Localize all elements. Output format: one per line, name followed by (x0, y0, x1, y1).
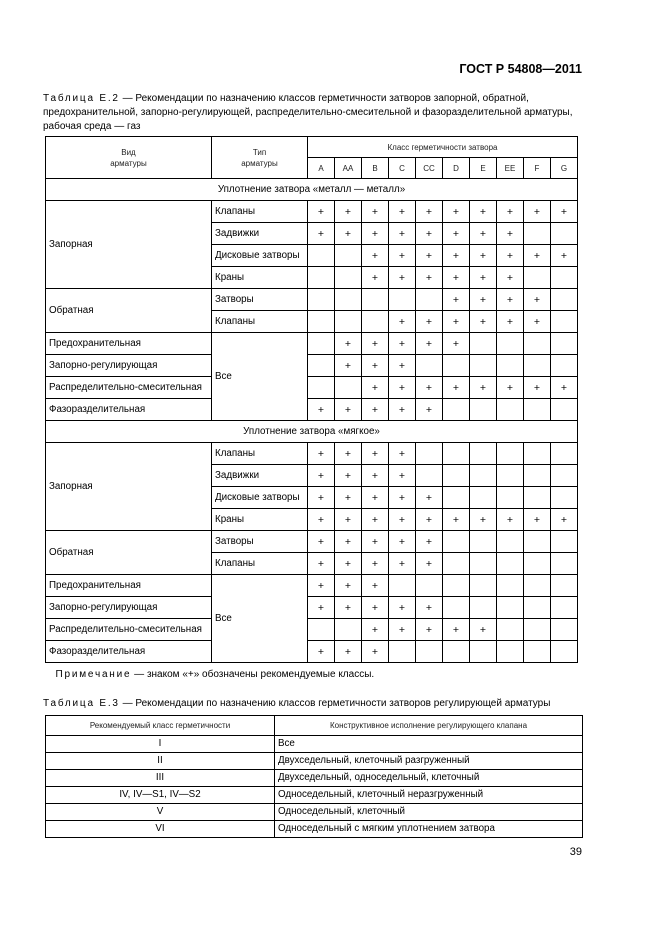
e3-header-class: Рекомендуемый класс герметичности (46, 716, 275, 736)
e2-mark-cell: + (443, 245, 470, 267)
e2-class-label: E (470, 158, 497, 179)
e2-mark-cell: + (443, 619, 470, 641)
e2-header-kind: Вид арматуры (46, 137, 212, 179)
e2-mark-cell (470, 531, 497, 553)
e2-mark-cell: + (362, 531, 389, 553)
e2-mark-cell: + (416, 267, 443, 289)
e2-mark-cell (497, 333, 524, 355)
e2-mark-cell (497, 355, 524, 377)
e2-mark-cell: + (335, 223, 362, 245)
e2-mark-cell: + (362, 597, 389, 619)
e2-mark-cell: + (389, 509, 416, 531)
e2-mark-cell: + (389, 531, 416, 553)
e3-design-cell: Все (275, 736, 583, 753)
e2-mark-cell (443, 399, 470, 421)
e2-mark-cell (389, 641, 416, 663)
e2-mark-cell (362, 289, 389, 311)
e2-mark-cell: + (443, 509, 470, 531)
e2-mark-cell (524, 267, 551, 289)
e2-mark-cell: + (416, 553, 443, 575)
e3-data-row (46, 736, 583, 753)
e2-note-row (46, 663, 578, 688)
e2-mark-cell (551, 619, 578, 641)
e3-class-cell: IV, IV—S1, IV—S2 (46, 787, 275, 804)
e2-mark-cell (470, 355, 497, 377)
e2-mark-cell: + (389, 245, 416, 267)
e2-mark-cell: + (308, 201, 335, 223)
e3-class-cell: VI (46, 821, 275, 838)
e2-type-cell: Клапаны (212, 201, 308, 223)
e2-mark-cell (497, 641, 524, 663)
e2-mark-cell: + (389, 377, 416, 399)
e2-kind-cell: Распределительно-смесительная (46, 619, 212, 641)
e2-kind-cell: Запорно-регулирующая (46, 355, 212, 377)
e2-data-row (46, 641, 578, 663)
e2-type-cell: Клапаны (212, 553, 308, 575)
e2-type-cell: Дисковые затворы (212, 487, 308, 509)
e2-mark-cell: + (389, 487, 416, 509)
e3-class-cell: III (46, 770, 275, 787)
e2-type-cell: Дисковые затворы (212, 245, 308, 267)
e2-kind-cell: Запорная (46, 443, 212, 531)
e2-class-label: EE (497, 158, 524, 179)
e3-class-cell: II (46, 753, 275, 770)
e2-type-cell: Все (212, 333, 308, 421)
e2-mark-cell (524, 399, 551, 421)
e2-mark-cell: + (362, 575, 389, 597)
e2-mark-cell: + (416, 311, 443, 333)
e2-mark-cell (524, 355, 551, 377)
e2-class-label: C (389, 158, 416, 179)
e2-mark-cell: + (389, 311, 416, 333)
e2-mark-cell (470, 487, 497, 509)
e2-mark-cell (497, 443, 524, 465)
caption-e2-lead: Таблица Е.2 (43, 93, 120, 104)
e2-mark-cell: + (362, 201, 389, 223)
e3-data-row (46, 753, 583, 770)
e2-mark-cell (551, 465, 578, 487)
e3-data-row (46, 821, 583, 838)
e3-design-cell: Двухседельный, клеточный разгруженный (275, 753, 583, 770)
e2-data-row (46, 443, 578, 465)
e2-mark-cell (443, 597, 470, 619)
e2-kind-cell: Фазоразделительная (46, 641, 212, 663)
e2-mark-cell (551, 553, 578, 575)
e2-mark-cell (416, 465, 443, 487)
e3-header-design: Конструктивное исполнение регулирующего клапана (275, 716, 583, 736)
e3-design-cell: Односедельный, клеточный (275, 804, 583, 821)
e2-mark-cell (470, 641, 497, 663)
e3-design-cell: Двухседельный, односедельный, клеточный (275, 770, 583, 787)
e2-mark-cell (470, 597, 497, 619)
e2-kind-cell: Предохранительная (46, 333, 212, 355)
e2-kind-cell: Запорная (46, 201, 212, 289)
e2-mark-cell: + (389, 553, 416, 575)
e2-mark-cell: + (362, 333, 389, 355)
e2-mark-cell: + (443, 333, 470, 355)
e2-mark-cell: + (335, 575, 362, 597)
e2-type-cell: Клапаны (212, 443, 308, 465)
e2-mark-cell: + (362, 267, 389, 289)
e2-mark-cell (524, 641, 551, 663)
e2-type-cell: Задвижки (212, 465, 308, 487)
e2-type-cell: Краны (212, 267, 308, 289)
e2-mark-cell (308, 619, 335, 641)
e2-mark-cell: + (497, 509, 524, 531)
document-header: ГОСТ Р 54808—2011 (459, 62, 582, 76)
e2-mark-cell: + (389, 201, 416, 223)
caption-e3-lead: Таблица Е.3 (43, 698, 120, 709)
e2-mark-cell: + (335, 399, 362, 421)
e2-mark-cell: + (335, 531, 362, 553)
e2-note-lead: Примечание (55, 669, 132, 680)
e2-mark-cell: + (470, 619, 497, 641)
e2-mark-cell: + (335, 553, 362, 575)
e2-mark-cell: + (362, 355, 389, 377)
e2-mark-cell (335, 311, 362, 333)
e2-mark-cell (362, 311, 389, 333)
e3-design-cell: Односедельный с мягким уплотнением затвора (275, 821, 583, 838)
e2-class-label: AA (335, 158, 362, 179)
e2-mark-cell (470, 575, 497, 597)
e2-kind-cell: Фазоразделительная (46, 399, 212, 421)
e3-data-row (46, 770, 583, 787)
e2-mark-cell (497, 487, 524, 509)
e2-mark-cell (551, 267, 578, 289)
e2-mark-cell (497, 619, 524, 641)
e2-mark-cell: + (362, 509, 389, 531)
e2-mark-cell (470, 443, 497, 465)
e2-mark-cell: + (497, 245, 524, 267)
e2-data-row (46, 289, 578, 311)
e2-data-row (46, 377, 578, 399)
e2-data-row (46, 333, 578, 355)
e2-mark-cell: + (443, 289, 470, 311)
e2-data-row (46, 399, 578, 421)
e2-mark-cell: + (416, 531, 443, 553)
e2-header-row (46, 137, 578, 158)
e2-mark-cell (551, 597, 578, 619)
e2-mark-cell: + (335, 201, 362, 223)
e2-mark-cell (470, 553, 497, 575)
e2-mark-cell (443, 575, 470, 597)
e2-mark-cell: + (389, 399, 416, 421)
e3-design-cell: Односедельный, клеточный неразгруженный (275, 787, 583, 804)
e2-mark-cell (308, 333, 335, 355)
e2-mark-cell (470, 465, 497, 487)
e2-mark-cell (443, 443, 470, 465)
e3-data-row (46, 804, 583, 821)
e2-mark-cell (443, 487, 470, 509)
e2-mark-cell (416, 641, 443, 663)
e2-mark-cell: + (497, 267, 524, 289)
e2-mark-cell (335, 619, 362, 641)
e2-mark-cell (524, 465, 551, 487)
e2-class-label: F (524, 158, 551, 179)
e2-mark-cell (497, 531, 524, 553)
e2-mark-cell: + (335, 355, 362, 377)
e2-mark-cell: + (308, 553, 335, 575)
e2-data-row (46, 355, 578, 377)
e2-mark-cell: + (416, 619, 443, 641)
e2-mark-cell (308, 377, 335, 399)
e2-mark-cell: + (470, 245, 497, 267)
e2-mark-cell: + (362, 641, 389, 663)
e2-mark-cell: + (362, 443, 389, 465)
e2-mark-cell (551, 289, 578, 311)
e2-mark-cell: + (362, 223, 389, 245)
e2-mark-cell: + (362, 619, 389, 641)
e2-mark-cell: + (389, 355, 416, 377)
e2-type-cell: Все (212, 575, 308, 663)
e2-data-row (46, 597, 578, 619)
e2-mark-cell: + (524, 201, 551, 223)
e2-mark-cell: + (335, 443, 362, 465)
e3-data-row (46, 787, 583, 804)
e2-mark-cell: + (389, 619, 416, 641)
e2-mark-cell: + (389, 223, 416, 245)
e2-mark-cell: + (497, 311, 524, 333)
e2-mark-cell: + (443, 377, 470, 399)
caption-table-e2 (43, 92, 588, 134)
e2-mark-cell: + (443, 223, 470, 245)
e2-mark-cell: + (389, 597, 416, 619)
e2-mark-cell (497, 399, 524, 421)
table-e3 (45, 715, 583, 838)
e2-section-title: Уплотнение затвора «мягкое» (46, 421, 578, 443)
e2-mark-cell (524, 333, 551, 355)
e2-mark-cell: + (470, 311, 497, 333)
e2-mark-cell: + (524, 509, 551, 531)
e3-header-row (46, 716, 583, 736)
e2-mark-cell: + (416, 509, 443, 531)
e2-mark-cell (389, 575, 416, 597)
e2-data-row (46, 531, 578, 553)
e2-mark-cell (524, 619, 551, 641)
e2-mark-cell: + (389, 443, 416, 465)
e2-mark-cell (524, 487, 551, 509)
e2-mark-cell (416, 443, 443, 465)
e2-mark-cell (443, 553, 470, 575)
e2-mark-cell: + (416, 487, 443, 509)
e2-kind-cell: Обратная (46, 531, 212, 575)
e2-data-row (46, 619, 578, 641)
e2-mark-cell: + (470, 201, 497, 223)
e2-mark-cell: + (335, 333, 362, 355)
e2-class-label: B (362, 158, 389, 179)
e2-mark-cell (308, 245, 335, 267)
e2-mark-cell: + (389, 267, 416, 289)
e2-mark-cell (416, 575, 443, 597)
e2-mark-cell (551, 399, 578, 421)
e2-mark-cell (524, 443, 551, 465)
e2-mark-cell: + (308, 641, 335, 663)
e2-mark-cell: + (308, 509, 335, 531)
e2-mark-cell: + (470, 223, 497, 245)
e2-mark-cell (470, 333, 497, 355)
e2-mark-cell: + (443, 311, 470, 333)
e2-mark-cell: + (308, 575, 335, 597)
e2-mark-cell (335, 245, 362, 267)
e2-mark-cell (497, 597, 524, 619)
e2-class-label: CC (416, 158, 443, 179)
e2-mark-cell (335, 267, 362, 289)
e2-mark-cell (443, 531, 470, 553)
e2-kind-cell: Обратная (46, 289, 212, 333)
caption-table-e3 (43, 697, 588, 711)
e2-mark-cell: + (497, 201, 524, 223)
e2-mark-cell: + (335, 597, 362, 619)
e2-mark-cell: + (551, 201, 578, 223)
e2-mark-cell (551, 641, 578, 663)
e2-kind-cell: Предохранительная (46, 575, 212, 597)
e2-mark-cell: + (308, 597, 335, 619)
e2-header-type: Тип арматуры (212, 137, 308, 179)
e2-mark-cell (308, 289, 335, 311)
e2-mark-cell: + (389, 333, 416, 355)
e2-mark-cell (551, 311, 578, 333)
e2-mark-cell: + (470, 509, 497, 531)
e2-class-label: A (308, 158, 335, 179)
e2-mark-cell (524, 575, 551, 597)
e2-mark-cell (335, 377, 362, 399)
e2-type-cell: Затворы (212, 531, 308, 553)
e2-mark-cell (551, 223, 578, 245)
e2-class-label: G (551, 158, 578, 179)
e2-mark-cell (308, 355, 335, 377)
e2-mark-cell: + (551, 245, 578, 267)
e2-mark-cell (524, 531, 551, 553)
e2-mark-cell: + (416, 597, 443, 619)
e2-mark-cell: + (308, 399, 335, 421)
e2-mark-cell (416, 355, 443, 377)
e2-mark-cell: + (497, 289, 524, 311)
table-e2 (45, 136, 578, 687)
e2-mark-cell: + (416, 245, 443, 267)
e2-mark-cell: + (497, 377, 524, 399)
e2-mark-cell: + (362, 487, 389, 509)
e2-mark-cell (551, 355, 578, 377)
e2-mark-cell: + (308, 487, 335, 509)
e2-type-cell: Затворы (212, 289, 308, 311)
e2-mark-cell: + (335, 487, 362, 509)
caption-e3-text: — Рекомендации по назначению классов герметичности затворов регулирующей арматуры (119, 698, 551, 709)
e2-mark-cell (524, 597, 551, 619)
e2-mark-cell: + (308, 531, 335, 553)
e2-mark-cell: + (308, 223, 335, 245)
e2-mark-cell (551, 575, 578, 597)
e2-note-text: — знаком «+» обозначены рекомендуемые классы. (131, 669, 375, 680)
e2-mark-cell (443, 355, 470, 377)
e2-mark-cell (308, 267, 335, 289)
e2-data-row (46, 201, 578, 223)
e2-kind-cell: Распределительно-смесительная (46, 377, 212, 399)
e2-mark-cell: + (362, 553, 389, 575)
e2-class-label: D (443, 158, 470, 179)
e2-mark-cell: + (416, 333, 443, 355)
e2-mark-cell: + (416, 399, 443, 421)
e2-data-row (46, 575, 578, 597)
e2-mark-cell: + (335, 641, 362, 663)
e2-mark-cell: + (416, 201, 443, 223)
e2-type-cell: Клапаны (212, 311, 308, 333)
e2-header-class: Класс герметичности затвора (308, 137, 578, 158)
page-number: 39 (569, 846, 582, 858)
e2-mark-cell: + (389, 465, 416, 487)
e2-mark-cell (551, 333, 578, 355)
e2-mark-cell: + (362, 377, 389, 399)
e2-mark-cell: + (362, 245, 389, 267)
e3-class-cell: V (46, 804, 275, 821)
e3-class-cell: I (46, 736, 275, 753)
e2-type-cell: Задвижки (212, 223, 308, 245)
e2-mark-cell (497, 553, 524, 575)
e2-mark-cell: + (470, 289, 497, 311)
e2-mark-cell: + (443, 201, 470, 223)
e2-mark-cell: + (551, 509, 578, 531)
e2-mark-cell: + (551, 377, 578, 399)
e2-mark-cell (551, 443, 578, 465)
e2-mark-cell: + (497, 223, 524, 245)
e2-mark-cell (416, 289, 443, 311)
e2-mark-cell: + (335, 465, 362, 487)
e2-mark-cell: + (470, 267, 497, 289)
e2-mark-cell (389, 289, 416, 311)
e2-mark-cell (443, 641, 470, 663)
e2-mark-cell: + (524, 289, 551, 311)
e2-mark-cell: + (362, 399, 389, 421)
e2-section-title: Уплотнение затвора «металл — металл» (46, 179, 578, 201)
e2-mark-cell: + (308, 443, 335, 465)
e2-mark-cell (443, 465, 470, 487)
e2-mark-cell: + (524, 377, 551, 399)
e2-mark-cell: + (416, 223, 443, 245)
e2-mark-cell: + (416, 377, 443, 399)
e2-mark-cell (524, 553, 551, 575)
e2-note (46, 663, 578, 688)
e2-mark-cell (335, 289, 362, 311)
e2-mark-cell: + (524, 311, 551, 333)
e2-mark-cell (497, 465, 524, 487)
e2-mark-cell: + (308, 465, 335, 487)
e2-mark-cell: + (335, 509, 362, 531)
e2-mark-cell: + (524, 245, 551, 267)
e2-mark-cell (497, 575, 524, 597)
e2-mark-cell (470, 399, 497, 421)
caption-e2-text: — Рекомендации по назначению классов герметичности затворов запорной, обратной, предохранительной, запорно-регулирующей, распределительно-смесительной и фазоразделительной арматуры, рабочая среда — газ (43, 93, 573, 132)
e2-kind-cell: Запорно-регулирующая (46, 597, 212, 619)
e2-section-row (46, 421, 578, 443)
e2-mark-cell: + (443, 267, 470, 289)
e2-mark-cell: + (362, 465, 389, 487)
e2-mark-cell: + (470, 377, 497, 399)
e2-mark-cell (551, 531, 578, 553)
e2-mark-cell (308, 311, 335, 333)
e2-section-row (46, 179, 578, 201)
e2-mark-cell (524, 223, 551, 245)
e2-mark-cell (551, 487, 578, 509)
e2-type-cell: Краны (212, 509, 308, 531)
